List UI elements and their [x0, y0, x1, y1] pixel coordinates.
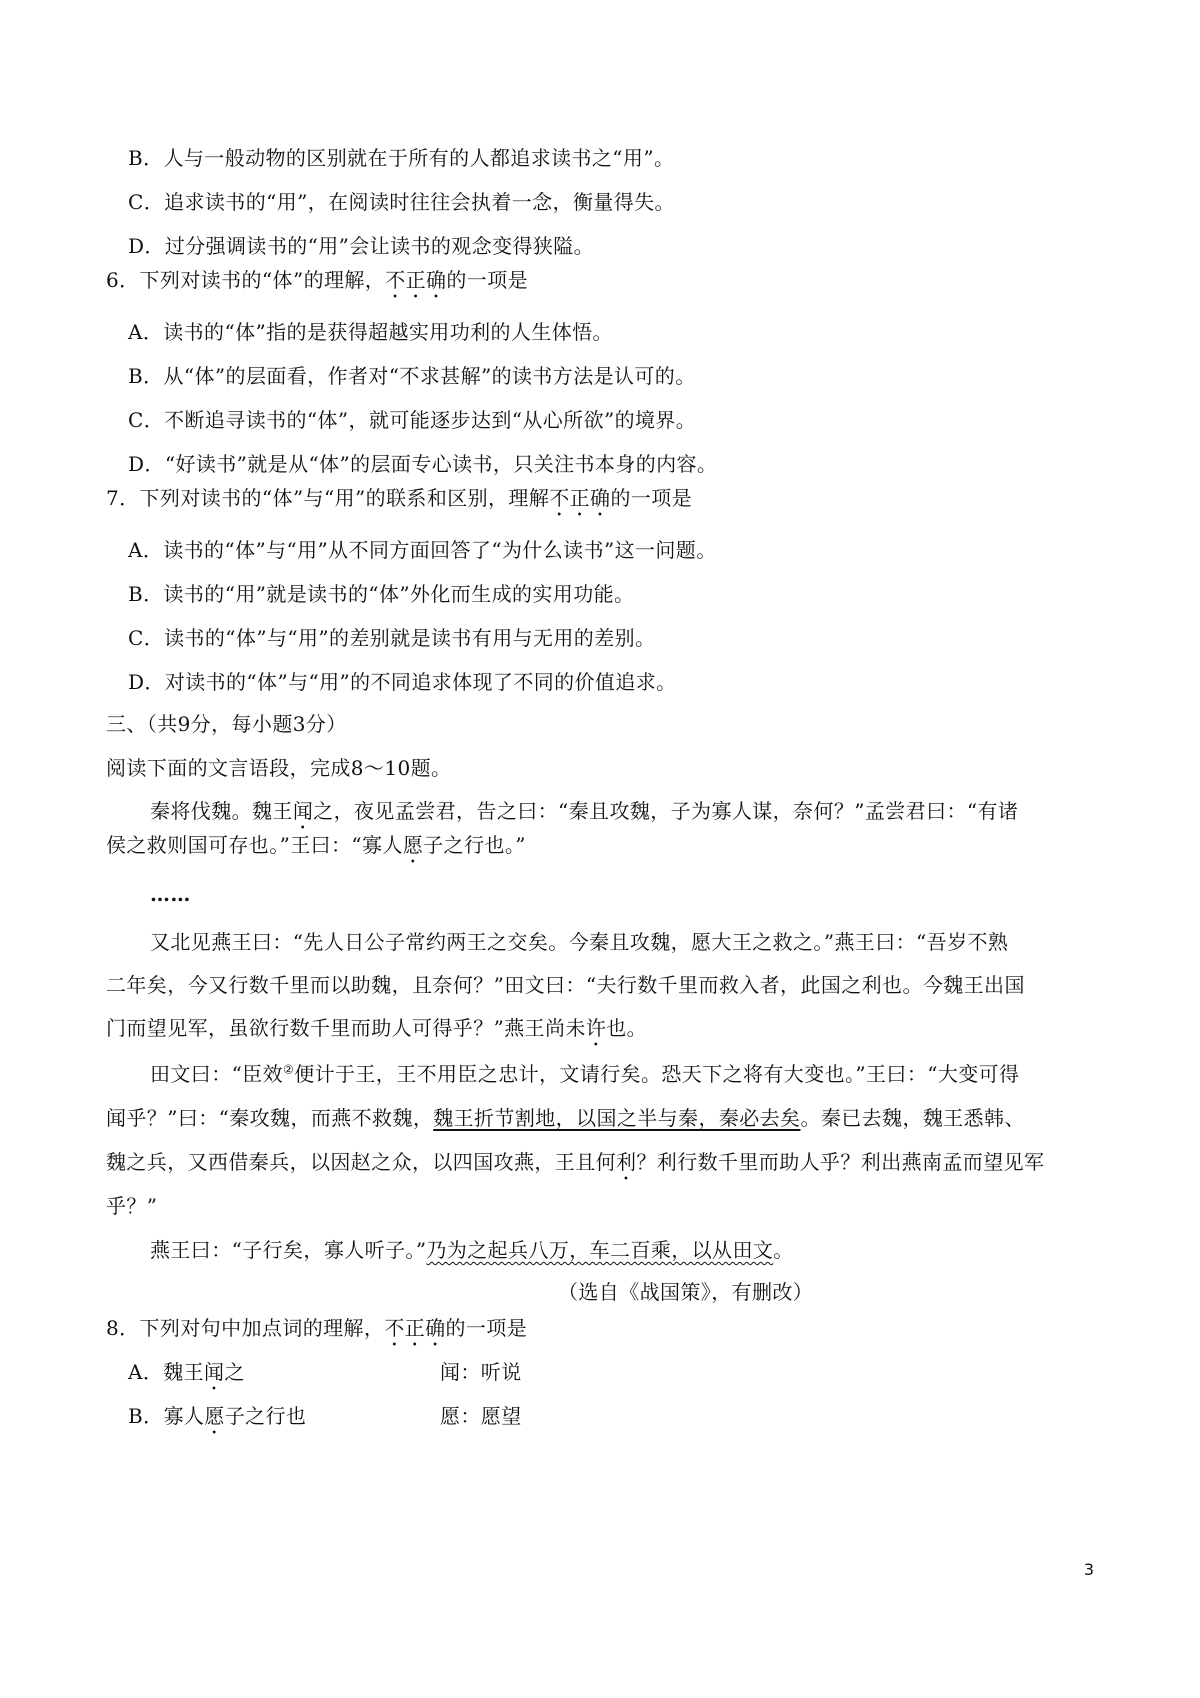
passage-text: 门而望见军，虽欲行数千里而助人可得乎？”燕王尚未 [106, 1016, 586, 1040]
option-emphasis: 闻 [204, 1360, 225, 1384]
passage-text: 燕王曰：“子行矣，寡人听子。” [150, 1238, 427, 1262]
q6-option-b: B．从“体”的层面看，作者对“不求甚解”的读书方法是认可的。 [128, 364, 696, 388]
q7-option-b: B．读书的“用”就是读书的“体”外化而生成的实用功能。 [128, 582, 635, 606]
q7-option-a: A．读书的“体”与“用”从不同方面回答了“为什么读书”这一问题。 [128, 538, 717, 562]
q7-stem-post: 的一项是 [610, 486, 693, 510]
q8-stem [106, 1316, 527, 1351]
q8-option-a [128, 1360, 245, 1395]
option-text: 之 [224, 1360, 245, 1384]
passage-text: 秦将伐魏。魏王 [150, 799, 293, 823]
passage-p1-line2 [106, 833, 526, 868]
footnote-mark: ② [283, 1062, 295, 1077]
option-emphasis: 愿 [204, 1404, 225, 1428]
q8-option-b-gloss: 愿：愿望 [440, 1404, 522, 1428]
passage-text: 子之行也。” [423, 833, 526, 857]
passage-emphasis: 闻 [292, 799, 314, 823]
passage-text: 闻乎？”曰：“秦攻魏，而燕不救魏， [106, 1106, 434, 1130]
q7-stem-pre: 7．下列对读书的“体”与“用”的联系和区别，理解 [106, 486, 550, 510]
q6-stem-post: 的一项是 [446, 268, 528, 292]
q8-stem-emphasis: 不正确 [384, 1316, 446, 1340]
page-number: 3 [1083, 1560, 1094, 1579]
option-text: A．魏王 [128, 1360, 205, 1384]
passage-emphasis: 愿 [402, 833, 424, 857]
passage-text: 。 [773, 1238, 794, 1262]
q6-stem [106, 268, 528, 303]
passage-p2-line3 [106, 1016, 647, 1051]
q6-stem-emphasis: 不正确 [385, 268, 447, 292]
option-text: 子之行也 [224, 1404, 307, 1428]
passage-p2-line2: 二年矣，今又行数千里而以助魏，且奈何？”田文曰：“夫行数千里而救入者，此国之利也。今魏王出国 [106, 973, 1025, 997]
passage-text: 田文曰：“臣效 [150, 1062, 284, 1086]
passage-p2-line1: 又北见燕王曰：“先人日公子常约两王之交矣。今秦且攻魏，愿大王之救之。”燕王曰：“吾岁不熟 [150, 930, 1009, 954]
q7-stem-emphasis: 不正确 [549, 486, 611, 510]
q5-option-b: B．人与一般动物的区别就在于所有的人都追求读书之“用”。 [128, 146, 675, 170]
passage-p3-line4: 乎？” [106, 1194, 158, 1218]
option-text: B．寡人 [128, 1404, 205, 1428]
q6-option-a: A．读书的“体”指的是获得超越实用功利的人生体悟。 [128, 320, 613, 344]
passage-text: ？利行数千里而助人乎？利出燕南孟而望见军 [636, 1150, 1045, 1174]
passage-text: 魏之兵，又西借秦兵，以因赵之众，以四国攻燕，王且何 [106, 1150, 616, 1174]
wavy-underlined-sentence: 乃为之起兵八万，车二百乘，以从田文 [426, 1238, 774, 1262]
q6-option-d: D．“好读书”就是从“体”的层面专心读书，只关注书本身的内容。 [128, 452, 718, 476]
underlined-sentence: 魏王折节割地，以国之半与秦，秦必去矣 [433, 1106, 801, 1130]
q6-option-c: C．不断追寻读书的“体”，就可能逐步达到“从心所欲”的境界。 [128, 408, 697, 432]
passage-text: 也。 [606, 1016, 648, 1040]
passage-p4-line1 [150, 1238, 794, 1262]
passage-text: 之，夜见孟尝君，告之曰：“秦且攻魏，子为寡人谋，奈何？”孟尝君曰：“有诸 [313, 799, 1019, 823]
q8-option-b [128, 1404, 306, 1439]
q8-stem-post: 的一项是 [445, 1316, 528, 1340]
passage-text: 便计于王，王不用臣之忠计，文请行矣。恐天下之将有大变也。”王曰：“大变可得 [294, 1062, 1020, 1086]
q6-stem-pre: 6．下列对读书的“体”的理解， [106, 268, 386, 292]
passage-text: 。秦已去魏，魏王悉韩、 [800, 1106, 1025, 1130]
passage-emphasis: 利 [616, 1150, 637, 1174]
passage-p1-line1 [150, 799, 1018, 834]
passage-p3-line1 [150, 1062, 1019, 1086]
passage-p3-line3 [106, 1150, 1044, 1185]
q8-option-a-gloss: 闻：听说 [440, 1360, 522, 1384]
passage-ellipsis: …… [150, 882, 191, 906]
q5-option-c: C．追求读书的“用”，在阅读时往往会执着一念，衡量得失。 [128, 190, 675, 214]
q7-option-d: D．对读书的“体”与“用”的不同追求体现了不同的价值追求。 [128, 670, 677, 694]
q8-stem-pre: 8．下列对句中加点词的理解， [106, 1316, 385, 1340]
passage-p3-line2 [106, 1106, 1025, 1130]
section3-instruction: 阅读下面的文言语段，完成8～10题。 [106, 756, 452, 780]
q7-option-c: C．读书的“体”与“用”的差别就是读书有用与无用的差别。 [128, 626, 656, 650]
passage-text: 侯之救则国可存也。”王曰：“寡人 [106, 833, 403, 857]
passage-source: （选自《战国策》，有删改） [558, 1280, 814, 1304]
q5-option-d: D．过分强调读书的“用”会让读书的观念变得狭隘。 [128, 234, 595, 258]
q7-stem [106, 486, 692, 521]
section3-heading: 三、（共9分，每小题3分） [106, 712, 347, 736]
passage-emphasis: 许 [585, 1016, 607, 1040]
